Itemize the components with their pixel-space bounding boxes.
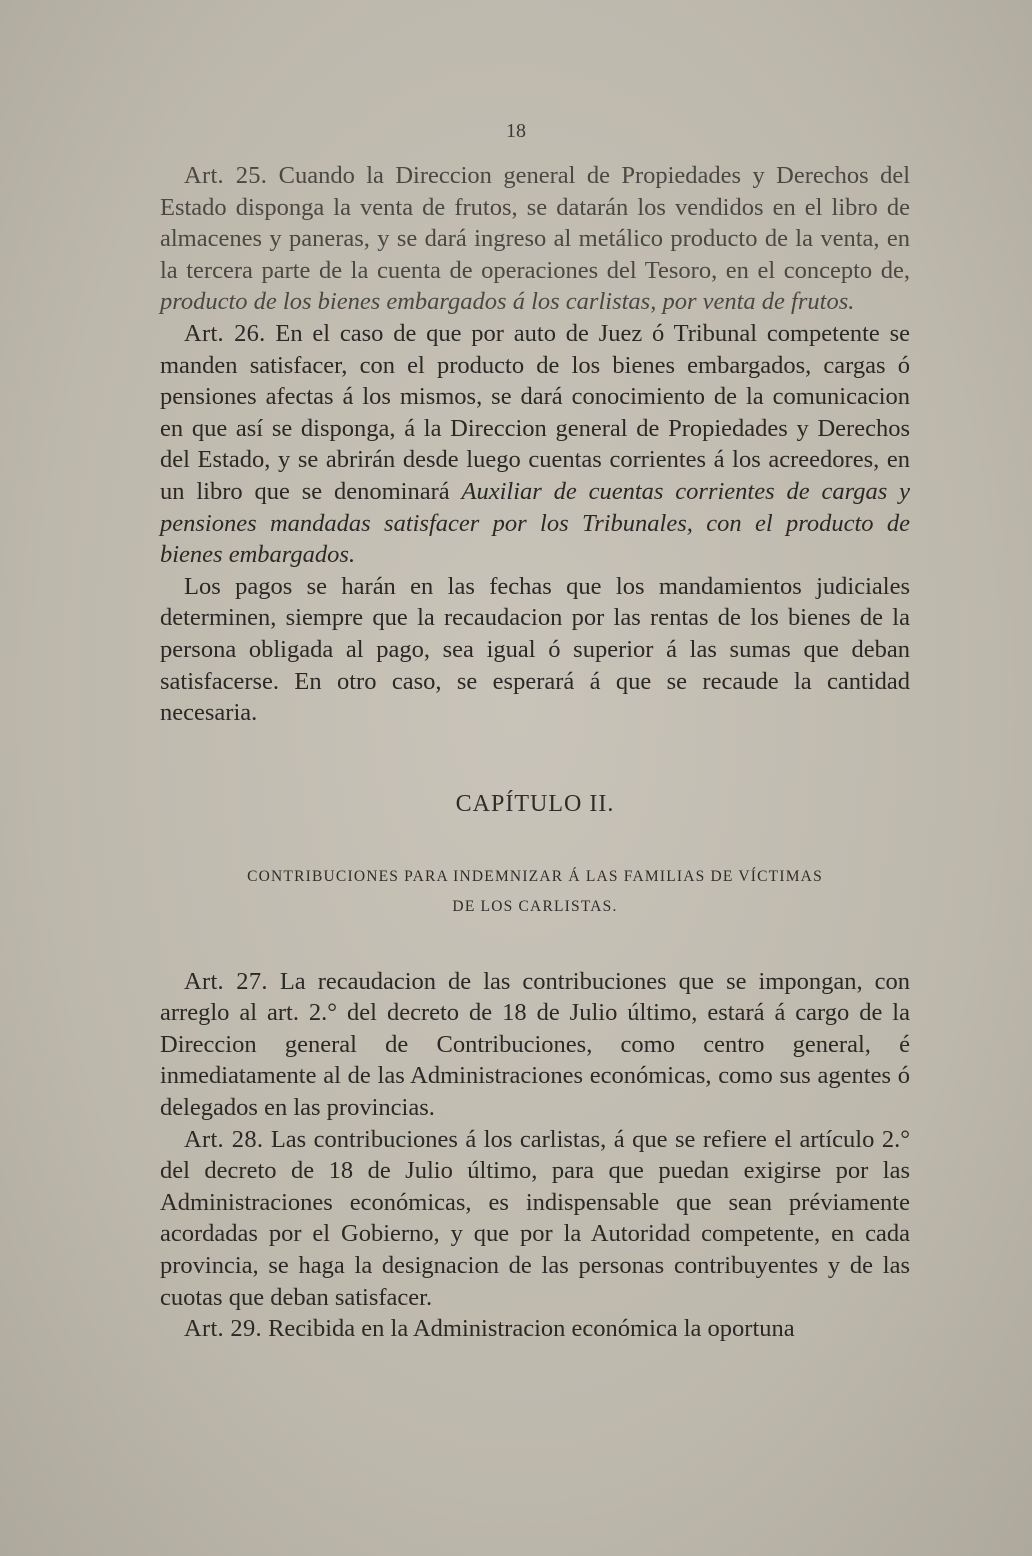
article-italic-text: producto de los bienes embargados á los carlistas, por venta de frutos. (160, 288, 855, 316)
paragraph-pagos: Los pagos se harán en las fechas que los mandamientos judiciales determinen, siempre que la recaudacion por las rentas de los bienes de la persona obligada al pago, sea igual ó superior á las sumas que deban satisfacerse. En otro caso, se esperará á que se recaude la cantidad necesaria. (160, 572, 910, 727)
article-text: La recaudacion de las contribuciones que se impongan, con arreglo al art. 2.° del decreto de 18 de Julio último, estará á cargo de la Direccion general de Contribuciones, como centro general, é inmediatamente al de las Administraciones económicas, como sus agentes ó delegados en las provincias. (160, 967, 910, 1122)
article-italic-text: Auxiliar de cuentas corrientes de cargas y pensiones mandadas satisfacer por los Tribunales, con el producto de bienes embargados. (160, 477, 910, 569)
article-label: Art. 25. (184, 162, 268, 189)
chapter-subtitle (160, 862, 910, 922)
page-number: 18 (506, 120, 526, 142)
article-label: Art. 27. (184, 967, 268, 995)
article-text: En el caso de que por auto de Juez ó Tribunal competente se manden satisfacer, con el producto de los bienes embargados, cargas ó pensiones afectas á los mismos, se dará conocimiento de la comunicacion en que así se disponga, á la Direccion general de Propiedades y Derechos del Estado, y se abrirán desde luego cuentas corrientes á los acreedores, en un libro que se denominará (160, 319, 911, 505)
chapter-title: CAPÍTULO II. (455, 790, 615, 817)
page-content (160, 160, 910, 1345)
article-label: Art. 29. (184, 1315, 262, 1343)
article-27 (160, 966, 910, 1124)
article-25 (160, 160, 910, 318)
article-28 (160, 1124, 910, 1314)
article-29 (160, 1313, 910, 1345)
article-text: Cuando la Direccion general de Propiedades y Derechos del Estado disponga la venta de frutos, se datarán los vendidos en el libro de almacenes y paneras, y se dará ingreso al metálico producto de la venta, en la tercera parte de la cuenta de operaciones del Tesoro, en el concepto de, (160, 162, 910, 284)
chapter-subtitle-line-1: CONTRIBUCIONES PARA INDEMNIZAR Á LAS FAMILIAS DE VÍCTIMAS (247, 867, 823, 885)
article-text: Las contribuciones á los carlistas, á que se refiere el artículo 2.° del decreto de 18 de Julio último, para que puedan exigirse por las Administraciones económicas, es indispensable que sean préviamente acordadas por el Gobierno, y que por la Autoridad competente, en cada provincia, se haga la designacion de las personas contribuyentes y de las cuotas que deban satisfacer. (160, 1125, 911, 1311)
article-label: Art. 26. (184, 319, 266, 347)
article-26 (160, 318, 910, 571)
article-text: Recibida en la Administracion económica la oportuna (268, 1315, 795, 1343)
article-label: Art. 28. (184, 1125, 264, 1153)
chapter-subtitle-line-2: DE LOS CARLISTAS. (452, 897, 618, 915)
